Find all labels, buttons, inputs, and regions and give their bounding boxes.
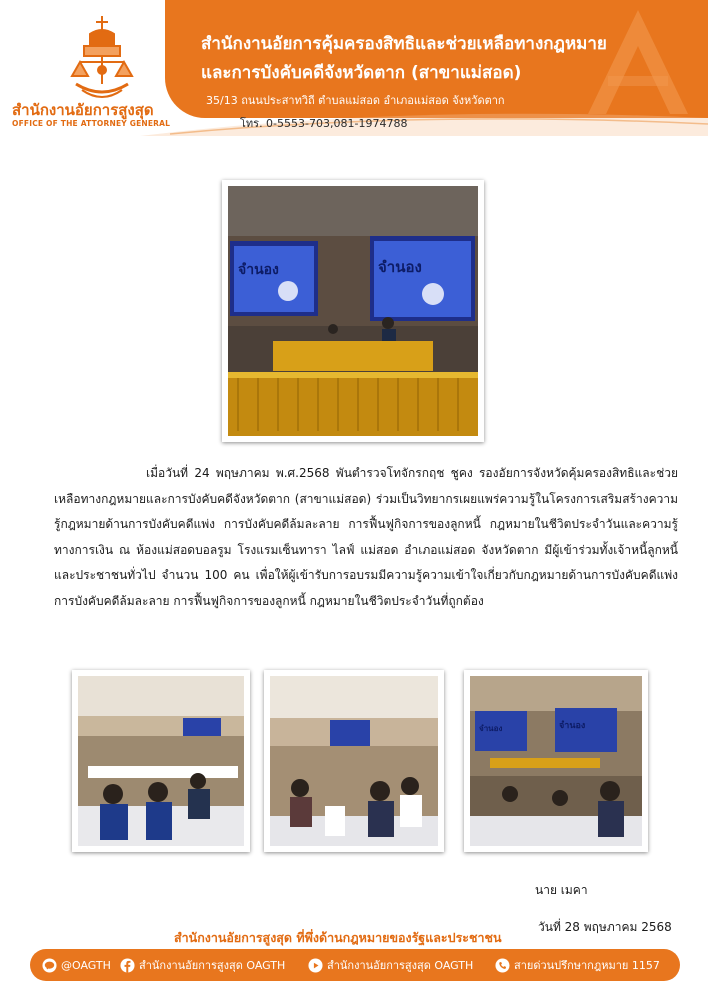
line-icon bbox=[42, 958, 57, 973]
footer-hotline-link[interactable] bbox=[495, 949, 660, 981]
org-name-english: OFFICE OF THE ATTORNEY GENERAL bbox=[12, 119, 171, 128]
youtube-icon bbox=[308, 958, 323, 973]
footer-hotline-text: สายด่วนปรึกษากฎหมาย 1157 bbox=[514, 959, 660, 972]
slogan: สำนักงานอัยการสูงสุด ที่พึ่งด้านกฎหมายของรัฐและประชาชน bbox=[174, 930, 502, 945]
footer-line-link[interactable] bbox=[42, 949, 111, 981]
org-name-thai: สำนักงานอัยการสูงสุด bbox=[12, 101, 154, 119]
footer-bar bbox=[30, 949, 680, 981]
screen-text-small-right: จำนอง bbox=[559, 721, 586, 731]
seminar-stage-photo bbox=[222, 180, 484, 442]
facebook-icon bbox=[120, 958, 135, 973]
gallery-photo-2 bbox=[264, 670, 444, 852]
office-address: 35/13 ถนนประสาทวิถี ตำบลแม่สอด อำเภอแม่สอด จังหวัดตาก bbox=[206, 94, 505, 107]
footer-youtube-text: สำนักงานอัยการสูงสุด OAGTH bbox=[327, 959, 474, 972]
gallery-photo-3 bbox=[464, 670, 648, 852]
screen-text-small-left: จำนอง bbox=[479, 724, 503, 733]
article-paragraph bbox=[54, 461, 678, 614]
footer-youtube-link[interactable] bbox=[308, 949, 473, 981]
screen-text-left: จำนอง bbox=[238, 262, 279, 278]
footer-facebook-link[interactable] bbox=[120, 949, 285, 981]
article-text: เมื่อวันที่ 24 พฤษภาคม พ.ศ.2568 พันตำรวจโทจักรกฤช ชูคง รองอัยการจังหวัดคุ้มครองสิทธิและช่วยเหลือทางกฎหมายและการบังคับคดีจังหวัดตาก (สาขาแม่สอด) ร่วมเป็นวิทยากรเผยแพร่ความรู้ในโครงการเสริมสร้างความรู้กฎหมายด้านการบังคับคดีแพ่ง การบังคับคดีล้มละลาย การฟื้นฟูกิจการของลูกหนี้ กฎหมายในชีวิตประจำวันและความรู้ทางการเงิน ณ ห้องแม่สอดบอลรูม โรงแรมเซ็นทารา ไลฟ์ แม่สอด อำเภอแม่สอด จังหวัดตาก มีผู้เข้าร่วมทั้งเจ้าหนี้ลูกหนี้ และประชาชนทั่วไป จำนวน 100 คน เพื่อให้ผู้เข้ารับการอบรมมีความรู้ความเข้าใจเกี่ยวกับกฎหมายด้านการบังคับคดีแพ่ง การบังคับคดีล้มละลาย การฟื้นฟูกิจการของลูกหนี้ กฎหมายในชีวิตประจำวันที่ถูกต้อง bbox=[54, 466, 678, 608]
report-date: วันที่ 28 พฤษภาคม 2568 bbox=[538, 920, 672, 934]
footer-line-text: @OAGTH bbox=[61, 958, 111, 972]
phone-chat-icon bbox=[495, 958, 510, 973]
screen-text-right: จำนอง bbox=[378, 258, 422, 276]
author-name: นาย เมคา bbox=[535, 883, 588, 897]
footer-facebook-text: สำนักงานอัยการสูงสุด OAGTH bbox=[139, 959, 286, 972]
office-title-line1: สำนักงานอัยการคุ้มครองสิทธิและช่วยเหลือทางกฎหมาย bbox=[201, 34, 607, 54]
gallery-photo-1 bbox=[72, 670, 250, 852]
attorney-general-emblem-icon bbox=[62, 14, 142, 100]
office-phone: โทร. 0-5553-703,081-1974788 bbox=[240, 117, 408, 130]
office-title-line2: และการบังคับคดีจังหวัดตาก (สาขาแม่สอด) bbox=[201, 63, 522, 83]
